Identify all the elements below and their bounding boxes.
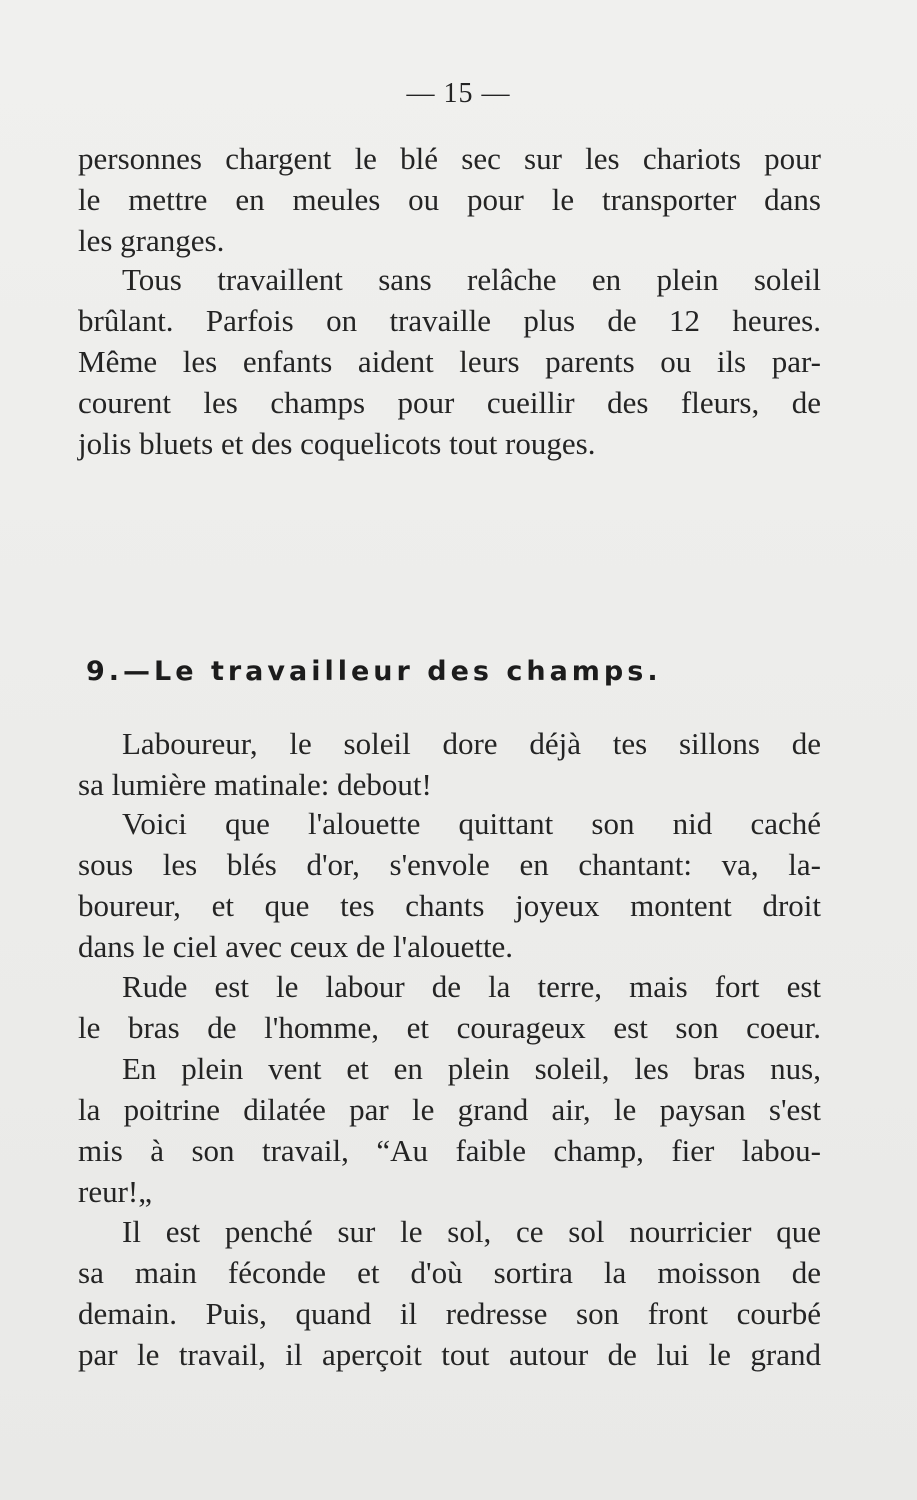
text-line: Tous travaillent sans relâche en plein soleil (122, 262, 821, 297)
text-line: demain. Puis, quand il redresse son front courbé (78, 1296, 821, 1331)
page-number: — 15 — (406, 78, 511, 109)
text-line: Voici que l'alouette quittant son nid caché (122, 806, 821, 841)
text-line: la poitrine dilatée par le grand air, le paysan s'est (78, 1092, 821, 1127)
text-line: dans le ciel avec ceux de l'alouette. (78, 929, 514, 964)
text-line: En plein vent et en plein soleil, les bras nus, (122, 1051, 821, 1086)
text-line: le mettre en meules ou pour le transporter dans (78, 182, 821, 217)
text-line: le bras de l'homme, et courageux est son coeur. (78, 1010, 821, 1045)
text-line: par le travail, il aperçoit tout autour de lui le grand (78, 1337, 821, 1372)
text-line: sa main féconde et d'où sortira la moisson de (78, 1255, 821, 1290)
text-line: sous les blés d'or, s'envole en chantant: va, la- (78, 847, 821, 882)
text-line: reur!„ (78, 1174, 152, 1209)
text-line: Même les enfants aident leurs parents ou ils par- (78, 344, 821, 379)
text-line: brûlant. Parfois on travaille plus de 12 heures. (78, 303, 821, 338)
section-heading: 9.—Le travailleur des champs. (86, 656, 662, 687)
text-line: les granges. (78, 223, 225, 258)
text-line: courent les champs pour cueillir des fleurs, de (78, 385, 821, 420)
text-line: Laboureur, le soleil dore déjà tes sillons de (122, 726, 821, 761)
text-line: mis à son travail, “Au faible champ, fier labou- (78, 1133, 821, 1168)
text-line: sa lumière matinale: debout! (78, 767, 432, 802)
text-line: personnes chargent le blé sec sur les chariots pour (78, 141, 821, 176)
text-line: Il est penché sur le sol, ce sol nourricier que (122, 1214, 821, 1249)
text-line: Rude est le labour de la terre, mais fort est (122, 969, 821, 1004)
text-line: jolis bluets et des coquelicots tout rouges. (78, 426, 596, 461)
text-line: boureur, et que tes chants joyeux montent droit (78, 888, 821, 923)
